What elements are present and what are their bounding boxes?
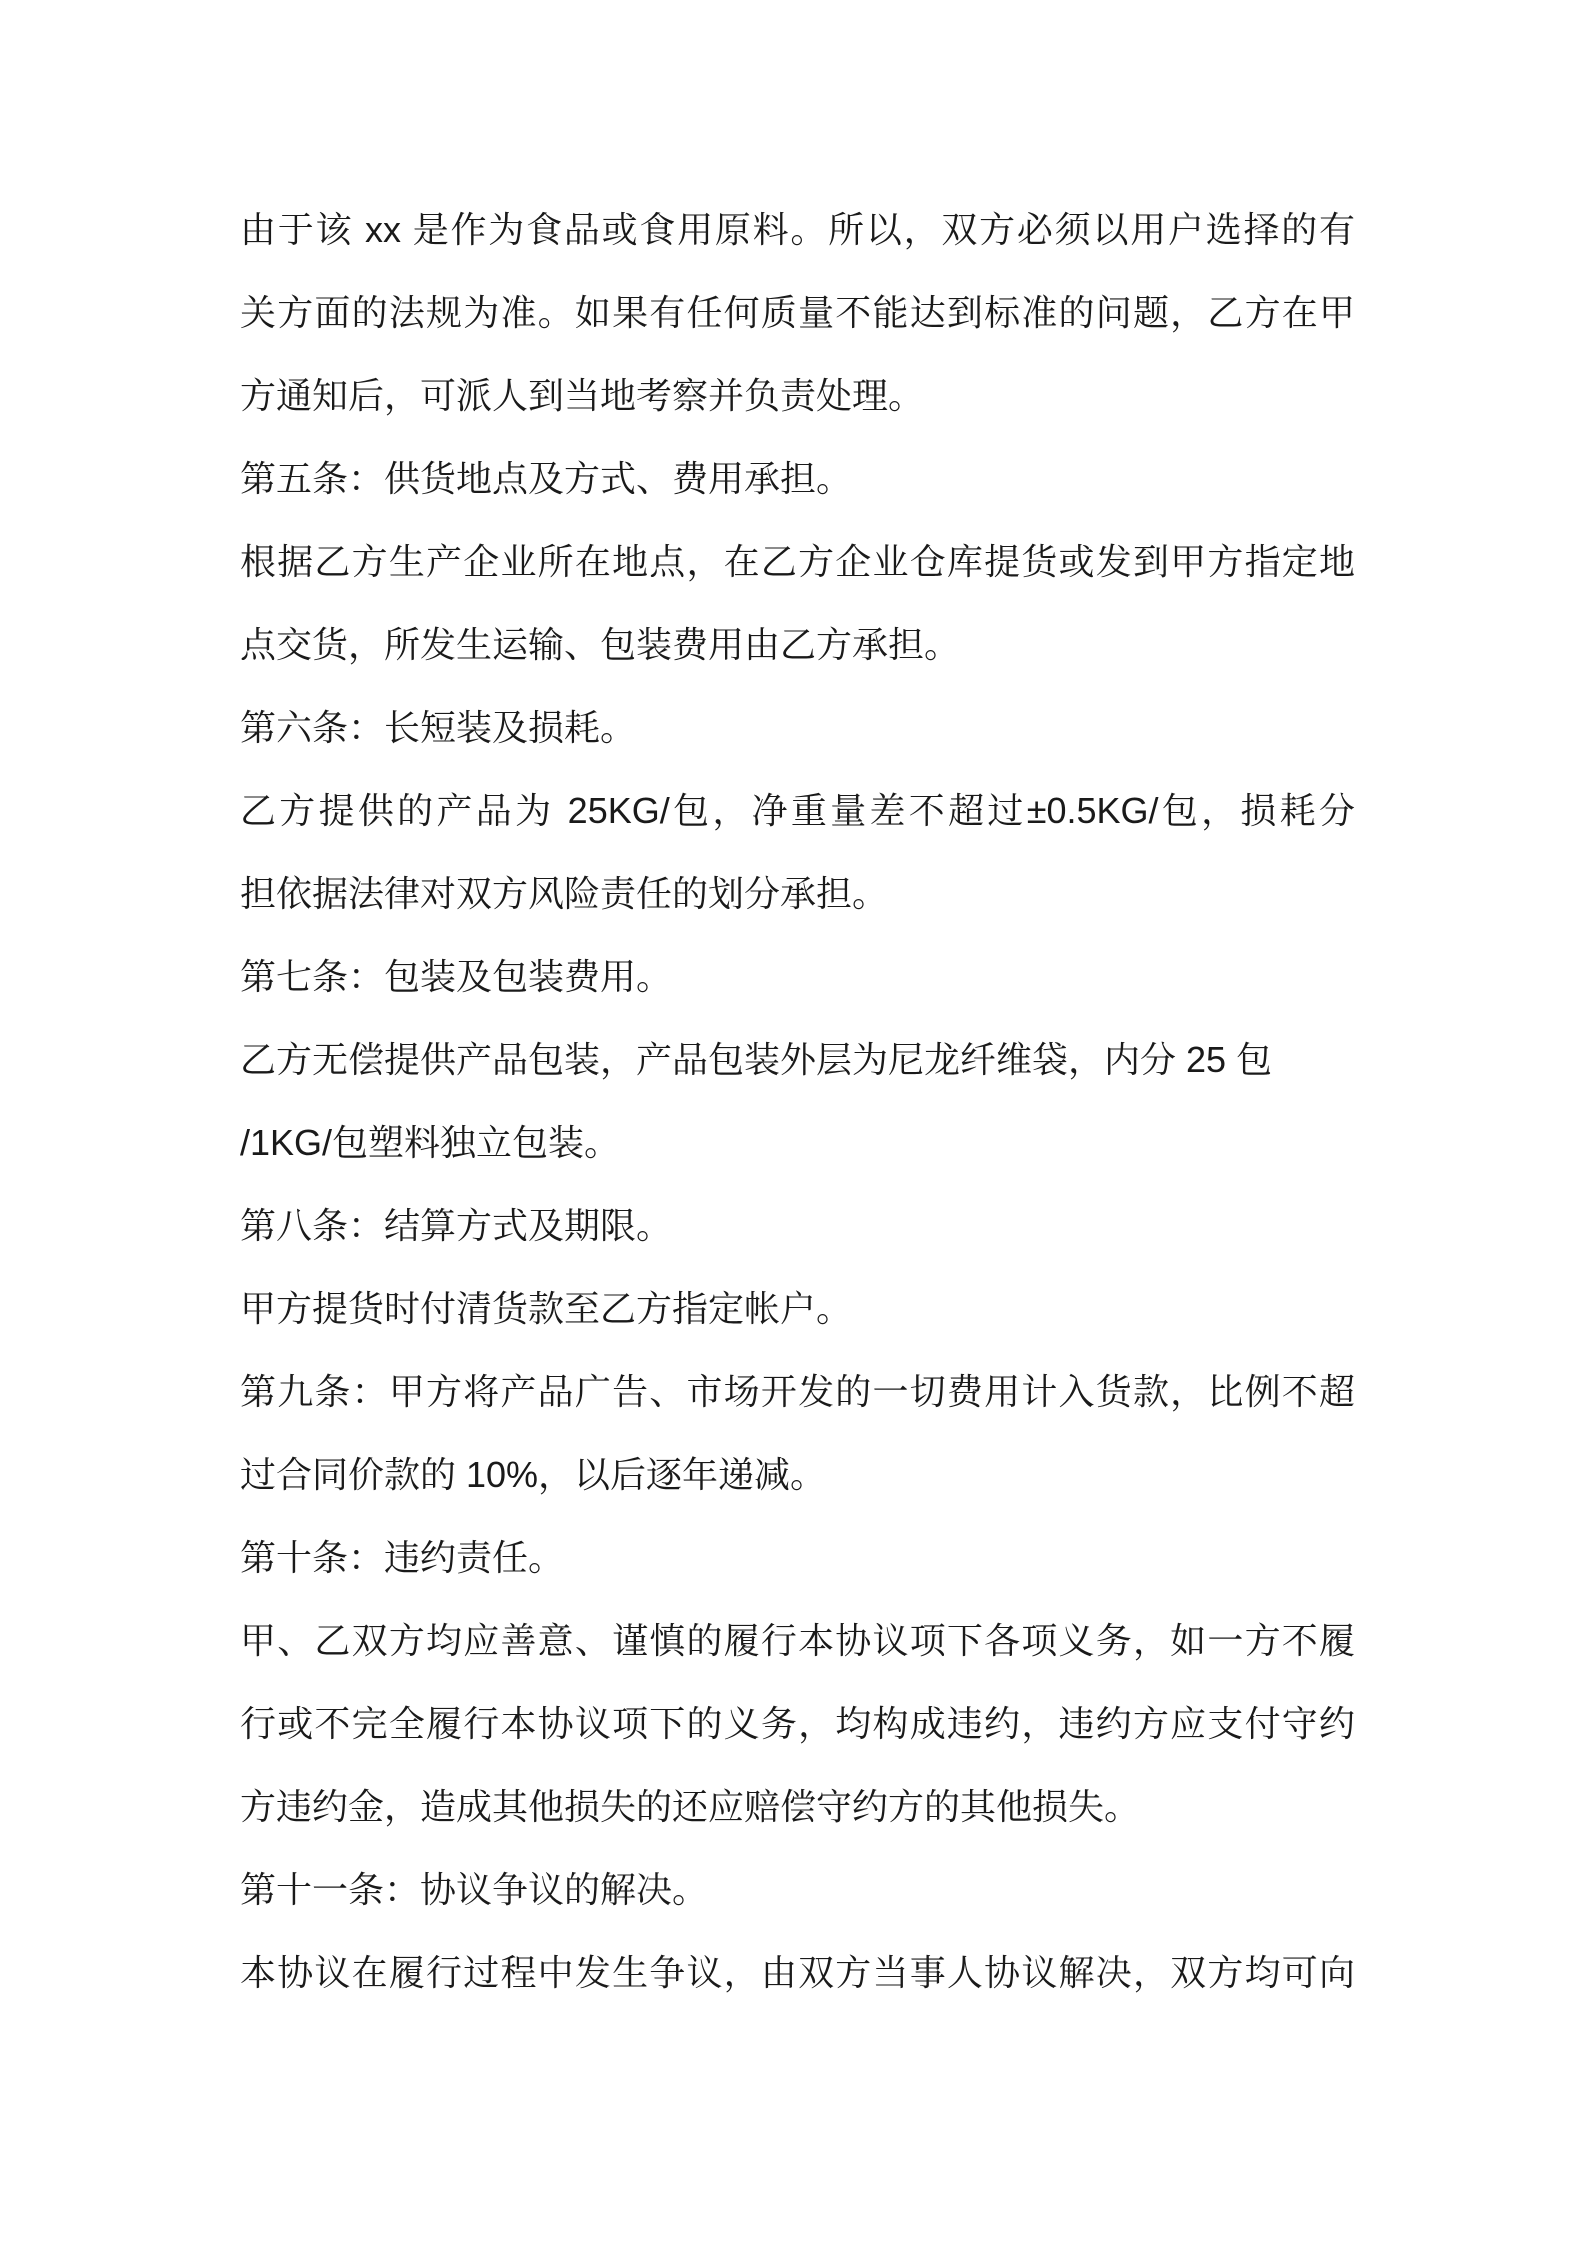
text-line: 甲方提货时付清货款至乙方指定帐户。 bbox=[240, 1288, 853, 1329]
article-heading: 第八条：结算方式及期限。 bbox=[240, 1205, 673, 1246]
text-line: 乙方提供的产品为 25KG/包，净重量差不超过±0.5KG/包，损耗分 bbox=[240, 790, 1355, 831]
text-line: 关方面的法规为准。如果有任何质量不能达到标准的问题，乙方在甲 bbox=[240, 292, 1355, 333]
article-heading: 第九条：甲方将产品广告、市场开发的一切费用计入货款，比例不超 bbox=[240, 1371, 1355, 1412]
text-line: 过合同价款的 10%，以后逐年递减。 bbox=[240, 1454, 827, 1495]
text-line: 乙方无偿提供产品包装，产品包装外层为尼龙纤维袋，内分 25 包 bbox=[240, 1039, 1273, 1080]
text-line: 由于该 xx 是作为食品或食用原料。所以，双方必须以用户选择的有 bbox=[240, 209, 1355, 250]
text-line: /1KG/包塑料独立包装。 bbox=[240, 1122, 621, 1163]
article-heading: 第七条：包装及包装费用。 bbox=[240, 956, 673, 997]
article-heading: 第五条：供货地点及方式、费用承担。 bbox=[240, 458, 853, 499]
text-line: 点交货，所发生运输、包装费用由乙方承担。 bbox=[240, 624, 961, 665]
article-heading: 第十条：违约责任。 bbox=[240, 1537, 565, 1578]
text-line: 行或不完全履行本协议项下的义务，均构成违约，违约方应支付守约 bbox=[240, 1703, 1355, 1744]
text-line: 根据乙方生产企业所在地点，在乙方企业仓库提货或发到甲方指定地 bbox=[240, 541, 1355, 582]
text-line: 甲、乙双方均应善意、谨慎的履行本协议项下各项义务，如一方不履 bbox=[240, 1620, 1355, 1661]
article-heading: 第六条：长短装及损耗。 bbox=[240, 707, 637, 748]
text-line: 担依据法律对双方风险责任的划分承担。 bbox=[240, 873, 889, 914]
article-heading: 第十一条：协议争议的解决。 bbox=[240, 1869, 709, 1910]
text-line: 方通知后，可派人到当地考察并负责处理。 bbox=[240, 375, 925, 416]
text-line: 方违约金，造成其他损失的还应赔偿守约方的其他损失。 bbox=[240, 1786, 1141, 1827]
text-line: 本协议在履行过程中发生争议，由双方当事人协议解决，双方均可向 bbox=[240, 1952, 1355, 1993]
